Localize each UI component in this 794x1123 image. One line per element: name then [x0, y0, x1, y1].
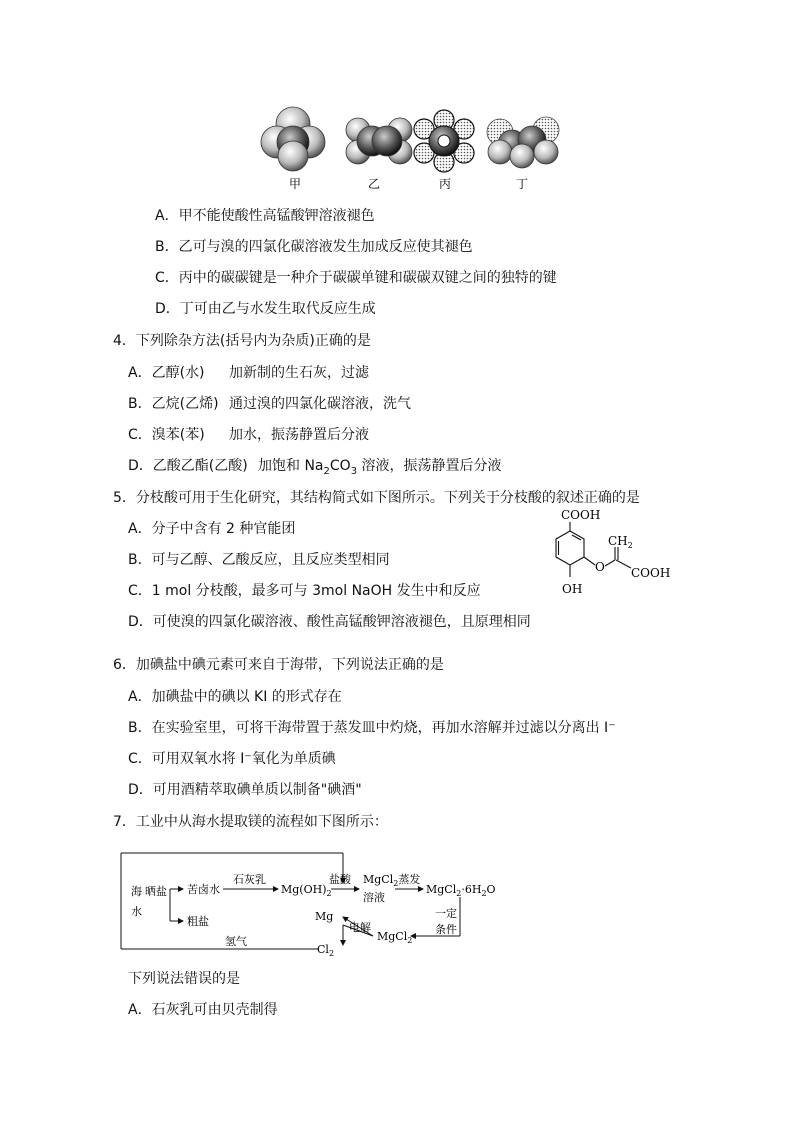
molecule-models: [250, 100, 570, 195]
q7-option-a: A．石灰乳可由贝壳制得: [128, 1002, 278, 1018]
q4-option-b-method: 通过溴的四氯化碳溶液，洗气: [229, 396, 411, 412]
ethylene-model: [346, 118, 412, 164]
solution-label: 溶液: [363, 891, 385, 904]
benzene-model: [414, 110, 474, 172]
hcl-label: 盐酸: [329, 873, 351, 886]
magnesium-flow-diagram: [105, 845, 505, 957]
q6-stem: 6．加碘盐中碘元素可来自于海带，下列说法正确的是: [113, 657, 444, 673]
q4-option-d-method: 加饱和 $Na_2CO_3$ 溶液，振荡静置后分液: [258, 458, 502, 477]
hydrate-label: $MgCl_2\cdot 6H_2O$: [426, 883, 496, 898]
label-jia: 甲: [289, 177, 302, 191]
lime-milk-label: 石灰乳: [233, 873, 266, 886]
q7-question: 下列说法错误的是: [128, 971, 240, 987]
q6-option-c: C．可用双氧水将 I⁻氧化为单质碘: [128, 751, 336, 767]
mgcl2-solution-label: MgCl$_2$蒸发: [363, 873, 421, 888]
q4-option-c-method: 加水，振荡静置后分液: [229, 427, 369, 443]
q5-option-c: C．1 mol 分枝酸，最多可与 3mol NaOH 发生中和反应: [128, 583, 481, 599]
seawater-char-1: 海: [131, 885, 142, 898]
ethanol-model: [487, 117, 559, 168]
q3-option-b: B．乙可与溴的四氯化碳溶液发生加成反应使其褪色: [155, 239, 473, 255]
q4-option-d-label: D．乙酸乙酯(乙酸): [128, 458, 248, 474]
q5-option-d: D．可使溴的四氯化碳溶液、酸性高锰酸钾溶液褪色，且原理相同: [128, 614, 531, 630]
evaporate-label: 晒盐: [145, 885, 167, 898]
q3-option-a: A．甲不能使酸性高锰酸钾溶液褪色: [155, 208, 375, 224]
q5-option-b: B．可与乙醇、乙酸反应，且反应类型相同: [128, 552, 390, 568]
mg-label: Mg: [315, 910, 334, 923]
q6-option-a: A．加碘盐中的碘以 KI 的形式存在: [128, 689, 342, 705]
q4-option-b-label: B．乙烷(乙烯): [128, 396, 219, 412]
q5-option-a: A．分子中含有 2 种官能团: [128, 521, 296, 537]
q4-option-a-label: A．乙醇(水): [128, 365, 205, 381]
q3-option-d: D．丁可由乙与水发生取代反应生成: [155, 301, 376, 317]
hydrogen-label: 氢气: [225, 935, 247, 948]
crude-salt-label: 粗盐: [187, 915, 209, 928]
q4-option-c-label: C．溴苯(苯): [128, 427, 205, 443]
ether-oxygen: O: [595, 560, 605, 574]
q6-option-b: B．在实验室里，可将干海带置于蒸发皿中灼烧，再加水溶解并过滤以分离出 I⁻: [128, 720, 616, 736]
label-yi: 乙: [368, 177, 381, 191]
seawater-char-2: 水: [131, 905, 142, 918]
condition-label-2: 条件: [435, 923, 457, 936]
bottom-oh: OH: [562, 582, 583, 596]
q4-stem: 4．下列除杂方法(括号内为杂质)正确的是: [113, 333, 371, 349]
q3-option-c: C．丙中的碳碳键是一种介于碳碳单键和碳碳双键之间的独特的键: [155, 270, 557, 286]
methane-model: [261, 107, 325, 171]
q4-option-a-method: 加新制的生石灰，过滤: [229, 365, 369, 381]
cl2-label: $Cl_2$: [317, 943, 335, 957]
label-ding: 丁: [516, 177, 529, 191]
mgcl2-label: MgCl$_2$: [377, 930, 413, 945]
condition-label-1: 一定: [435, 907, 457, 920]
side-cooh: COOH: [631, 566, 671, 580]
mgoh2-label: $Mg(OH)_2$: [281, 883, 332, 898]
label-bing: 丙: [439, 177, 452, 191]
q6-option-d: D．可用酒精萃取碘单质以制备"碘酒": [128, 782, 362, 798]
chorismic-acid-structure: [535, 505, 675, 600]
q5-stem: 5．分枝酸可用于生化研究，其结构简式如下图所示。下列关于分枝酸的叙述正确的是: [113, 490, 640, 506]
q7-stem: 7．工业中从海水提取镁的流程如下图所示：: [113, 814, 388, 830]
bittern-label: 苦卤水: [187, 883, 220, 896]
top-cooh: COOH: [561, 508, 601, 522]
side-ch2: $CH_2$: [608, 534, 633, 550]
electrolysis-label: 电解: [349, 921, 371, 934]
